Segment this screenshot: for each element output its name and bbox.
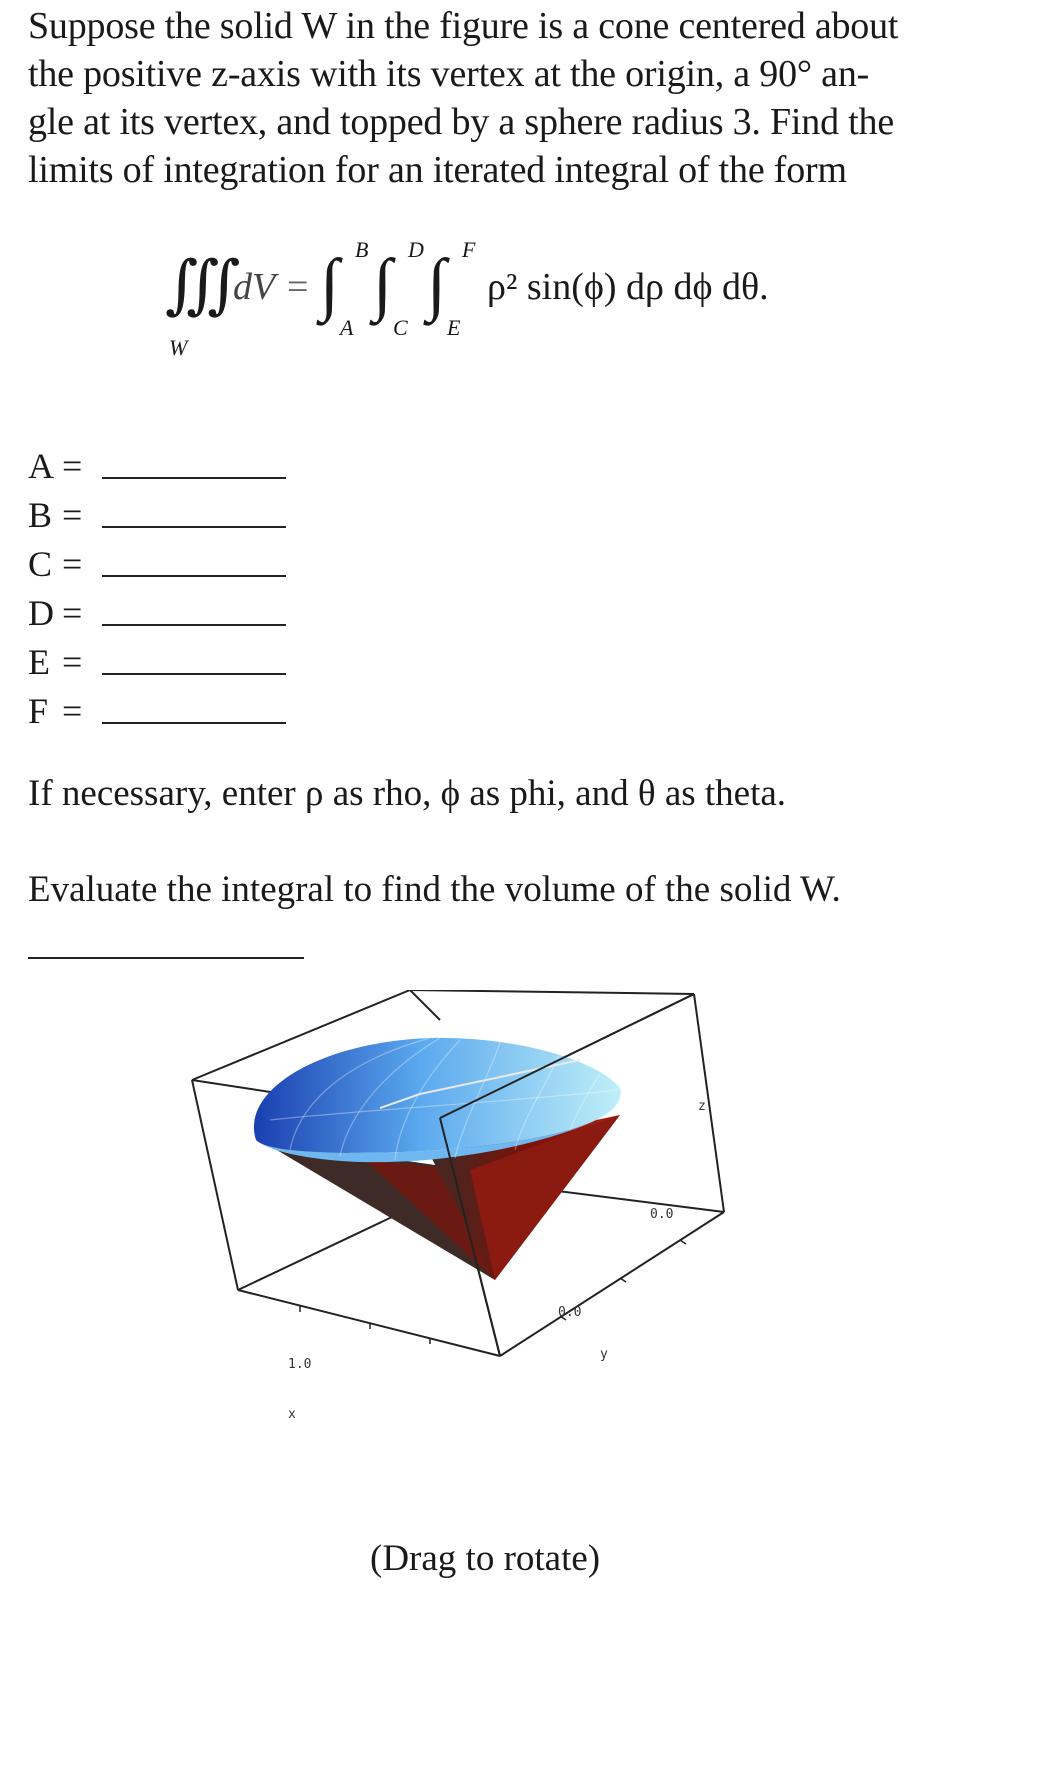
integral-sign-2: ∫: [373, 246, 393, 323]
drag-to-rotate-caption: (Drag to rotate): [370, 1538, 601, 1579]
input-hint: If necessary, enter ρ as rho, ϕ as phi, and θ as theta.: [28, 773, 787, 814]
problem-line-3: gle at its vertex, and topped by a sphere radius 3. Find the: [28, 101, 895, 143]
limit-F: F: [462, 237, 476, 262]
equals-sign: =: [62, 544, 83, 584]
limit-A: A: [340, 315, 354, 340]
limit-E: E: [447, 315, 461, 340]
answer-row-D: [28, 585, 286, 634]
answer-input-F[interactable]: [102, 686, 286, 724]
answer-row-B: [28, 487, 286, 536]
x-tick-label: 1.0: [288, 1357, 312, 1372]
answer-row-A: [28, 438, 286, 487]
box-edge: [238, 1290, 500, 1356]
answer-input-B[interactable]: [102, 490, 286, 528]
answer-input-D[interactable]: [102, 588, 286, 626]
integral-sign-1: ∫: [320, 246, 340, 323]
triple-integral-sign: ∭: [165, 249, 241, 320]
limit-B: B: [355, 237, 369, 262]
integrand: ρ² sin(ϕ) dρ dϕ dθ.: [487, 266, 769, 308]
lhs-integrand: dV: [233, 266, 276, 308]
volume-answer-input[interactable]: [28, 915, 304, 959]
z-tick-label: 0.0: [650, 1207, 674, 1222]
answer-input-C[interactable]: [102, 539, 286, 577]
answer-label: D: [28, 593, 54, 633]
problem-statement: [28, 2, 998, 194]
problem-line-1: Suppose the solid W in the figure is a cone centered about: [28, 5, 899, 47]
limit-D: D: [408, 237, 424, 262]
answer-row-C: [28, 536, 286, 585]
answer-label: C: [28, 544, 53, 584]
answer-label: E: [28, 642, 50, 682]
answer-label: A: [28, 446, 54, 486]
evaluate-instruction: Evaluate the integral to find the volume of the solid W.: [28, 869, 841, 910]
box-edge: [192, 1080, 238, 1290]
answer-label: B: [28, 495, 53, 535]
integral-sign-3: ∫: [427, 246, 447, 323]
equals-sign: =: [62, 593, 83, 633]
region-label: W: [169, 335, 188, 360]
z-axis-label: z: [698, 1099, 706, 1114]
answer-input-E[interactable]: [102, 637, 286, 675]
answer-input-A[interactable]: [102, 441, 286, 479]
equals-sign: =: [62, 691, 83, 731]
x-axis-label: x: [288, 1407, 296, 1422]
y-axis-label: y: [600, 1347, 608, 1362]
equals-sign: =: [62, 495, 83, 535]
equals-sign: =: [62, 446, 83, 486]
problem-line-2: the positive z-axis with its vertex at the origin, a 90° an-: [28, 53, 870, 95]
answer-row-F: [28, 683, 286, 732]
y-tick-label: 0.0: [558, 1305, 582, 1320]
answer-row-E: [28, 634, 286, 683]
answer-label: F: [28, 691, 49, 731]
equals-sign: =: [287, 266, 309, 308]
box-edge: [500, 1212, 724, 1356]
box-edge: [410, 990, 694, 994]
box-edge-hidden: [410, 990, 440, 1020]
integral-formula: [165, 235, 885, 365]
3d-plot-viewer[interactable]: [180, 990, 820, 1470]
limits-answer-list: [28, 438, 286, 732]
problem-line-4: limits of integration for an iterated integral of the form: [28, 149, 847, 191]
limit-C: C: [393, 315, 408, 340]
equals-sign: =: [62, 642, 83, 682]
